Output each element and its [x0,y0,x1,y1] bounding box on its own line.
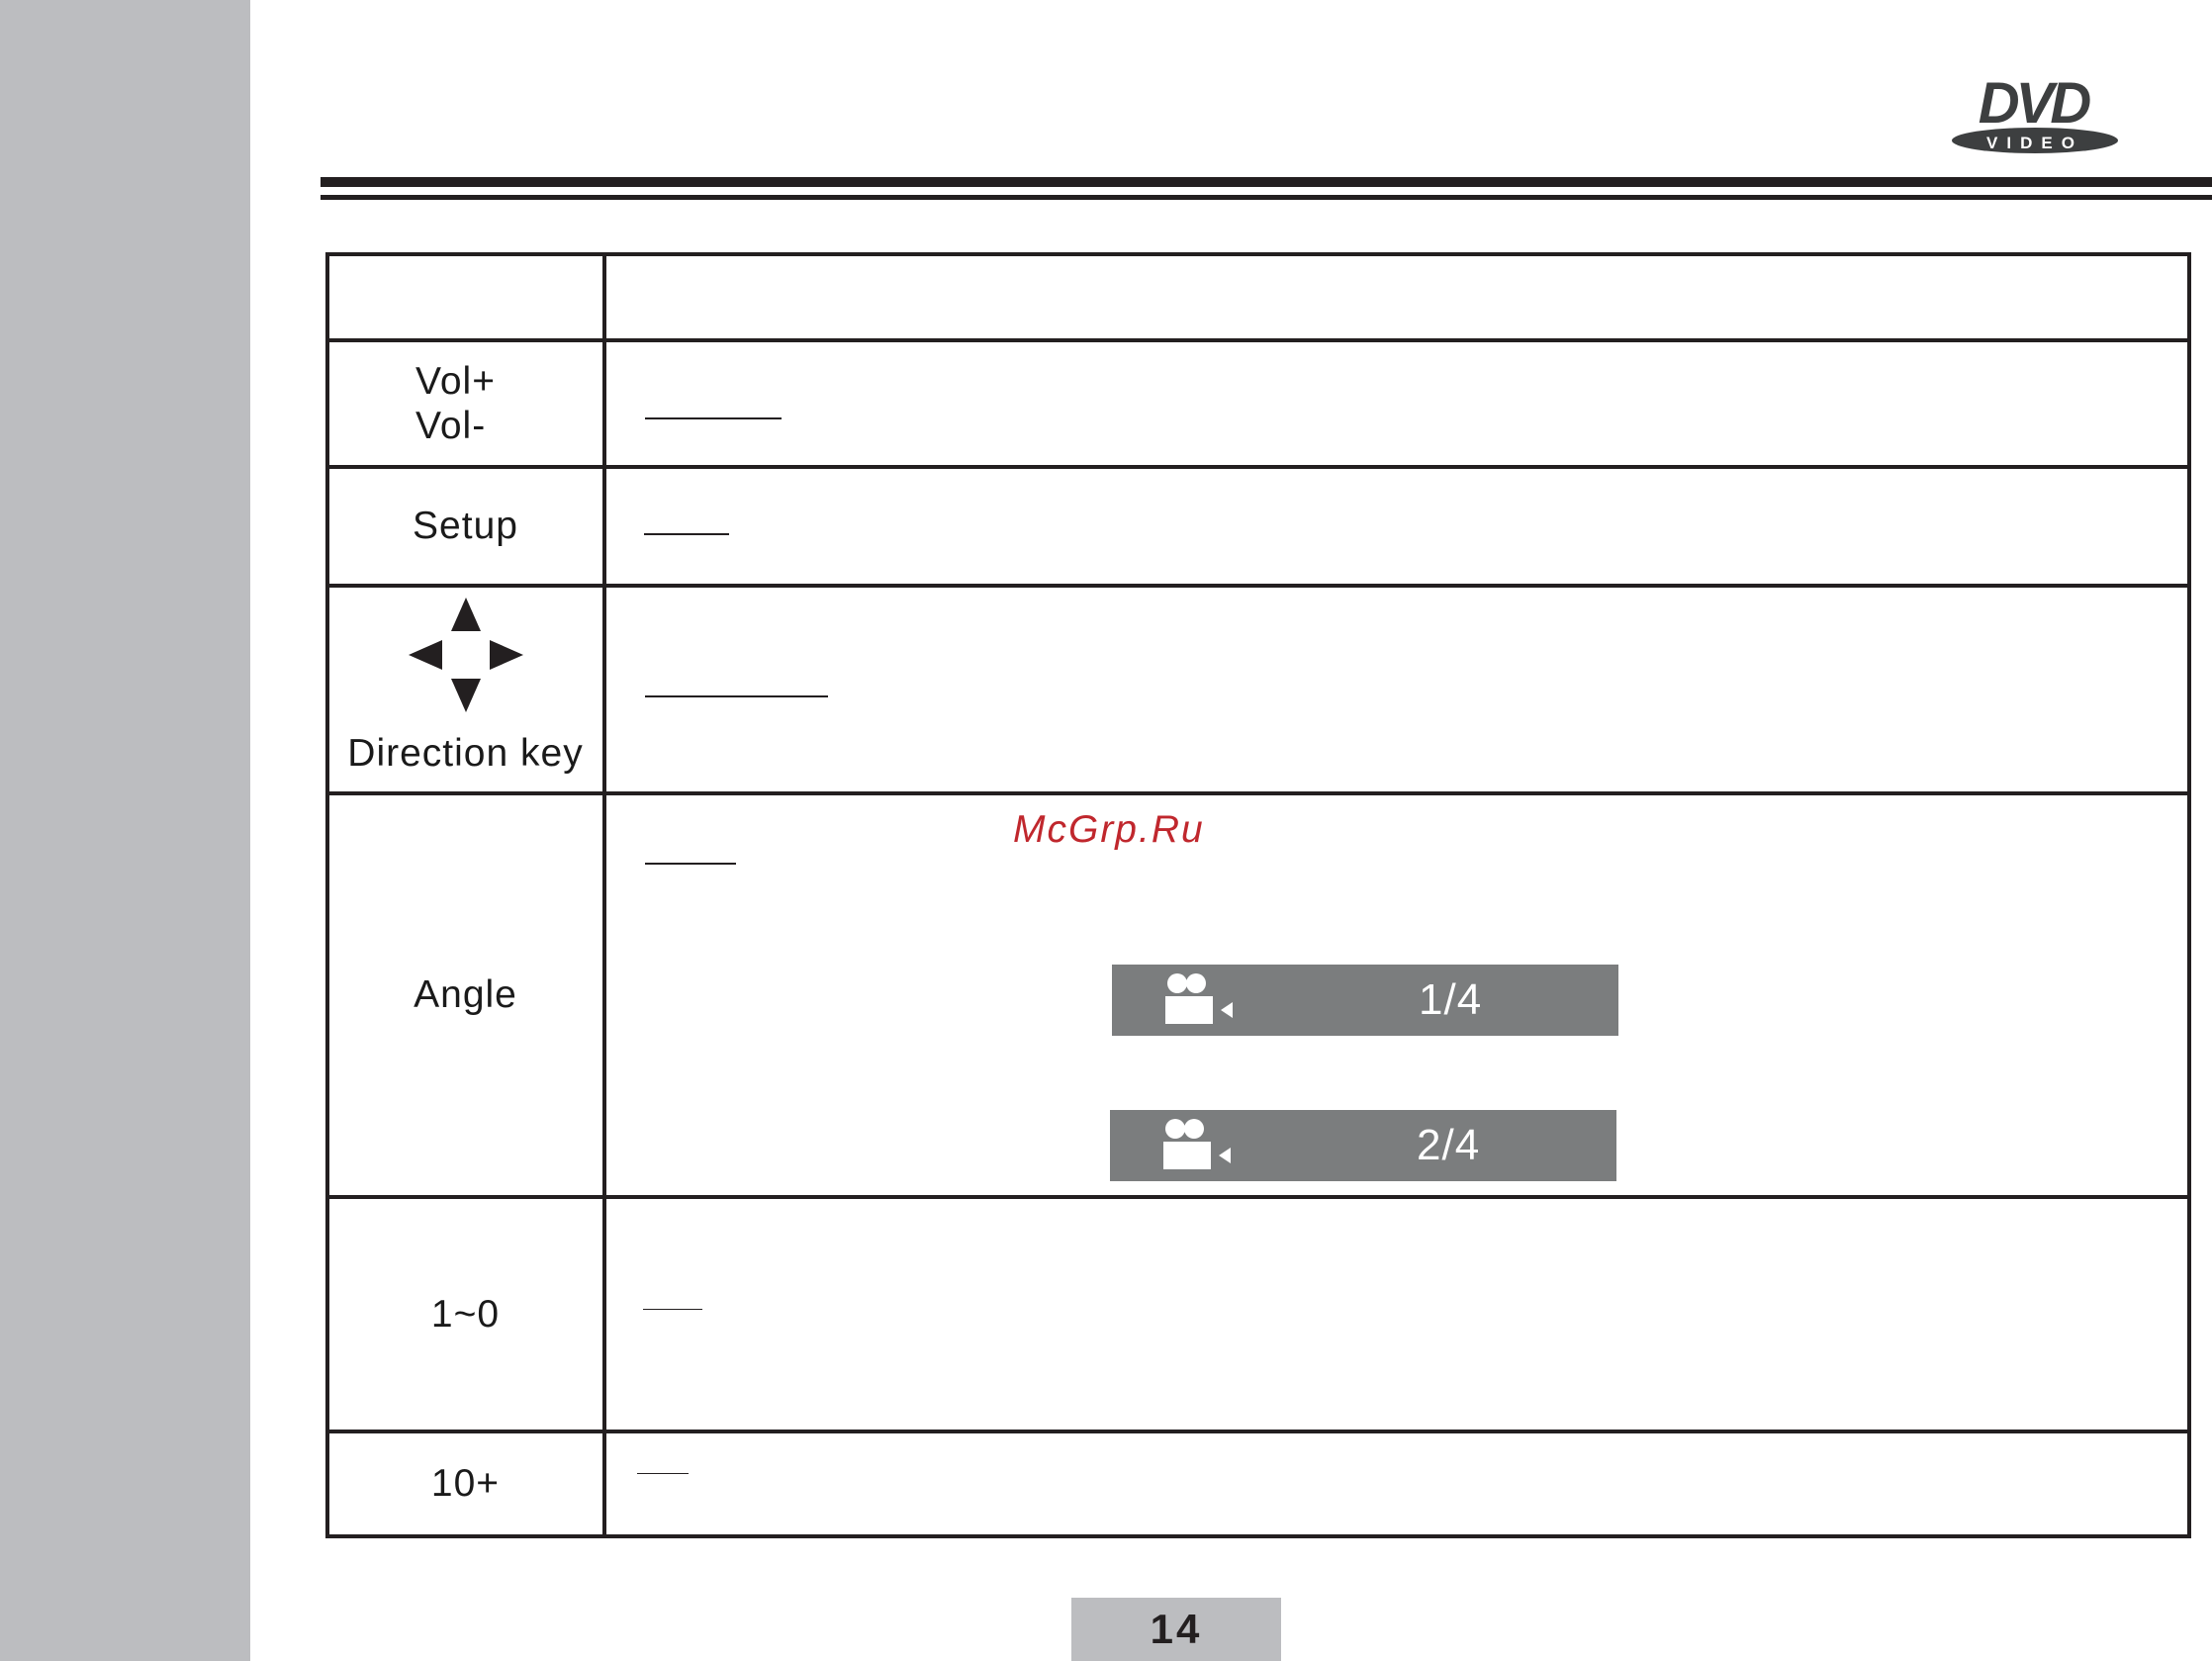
angle-osd-bar [1110,1110,1616,1181]
row-label-numbers [325,1199,605,1430]
sidebar-band [0,0,250,1661]
table-border-top [325,252,2191,256]
setup-desc-underline [644,533,729,535]
table-border-right [2187,252,2191,1538]
angle-desc-underline [645,863,736,865]
direction-key-label: Direction key [347,732,584,775]
logo-brand-text: DVD [1978,71,2088,136]
setup-label: Setup [413,505,518,547]
dvd-video-logo [1945,71,2125,160]
watermark-text: McGrp.Ru [1013,808,1205,851]
numbers-desc-underline [643,1309,702,1310]
angle-value: 1/4 [1419,975,1483,1024]
row-label-direction [325,588,605,791]
angle-value: 2/4 [1417,1121,1481,1169]
camera-angle-icon [1161,1118,1231,1171]
logo-sub-text: VIDEO [1986,134,2083,152]
camera-angle-icon [1163,972,1233,1026]
angle-osd-bar [1112,965,1618,1036]
tenplus-label: 10+ [430,1462,501,1505]
arrow-right-icon [490,640,523,670]
direction-arrows-icon [409,598,523,712]
row-label-setup [325,469,605,584]
row-label-vol [325,342,605,465]
angle-label: Angle [414,973,517,1016]
remote-key-table [325,252,2191,1538]
tenplus-desc-underline [637,1473,689,1474]
row-label-angle [325,795,605,1195]
table-border-bottom [325,1534,2191,1538]
arrow-down-icon [451,679,481,712]
direction-desc-underline [645,695,828,697]
row-label-tenplus [325,1433,605,1534]
header-rule-thick [321,177,2212,187]
arrow-up-icon [451,598,481,631]
header-rule-thin [321,195,2212,200]
vol-up-label: Vol+ [415,360,496,403]
page-number: 14 [1071,1598,1281,1661]
numbers-label: 1~0 [430,1292,501,1336]
arrow-left-icon [409,640,442,670]
vol-desc-underline [645,417,782,419]
vol-down-label: Vol- [415,405,487,447]
